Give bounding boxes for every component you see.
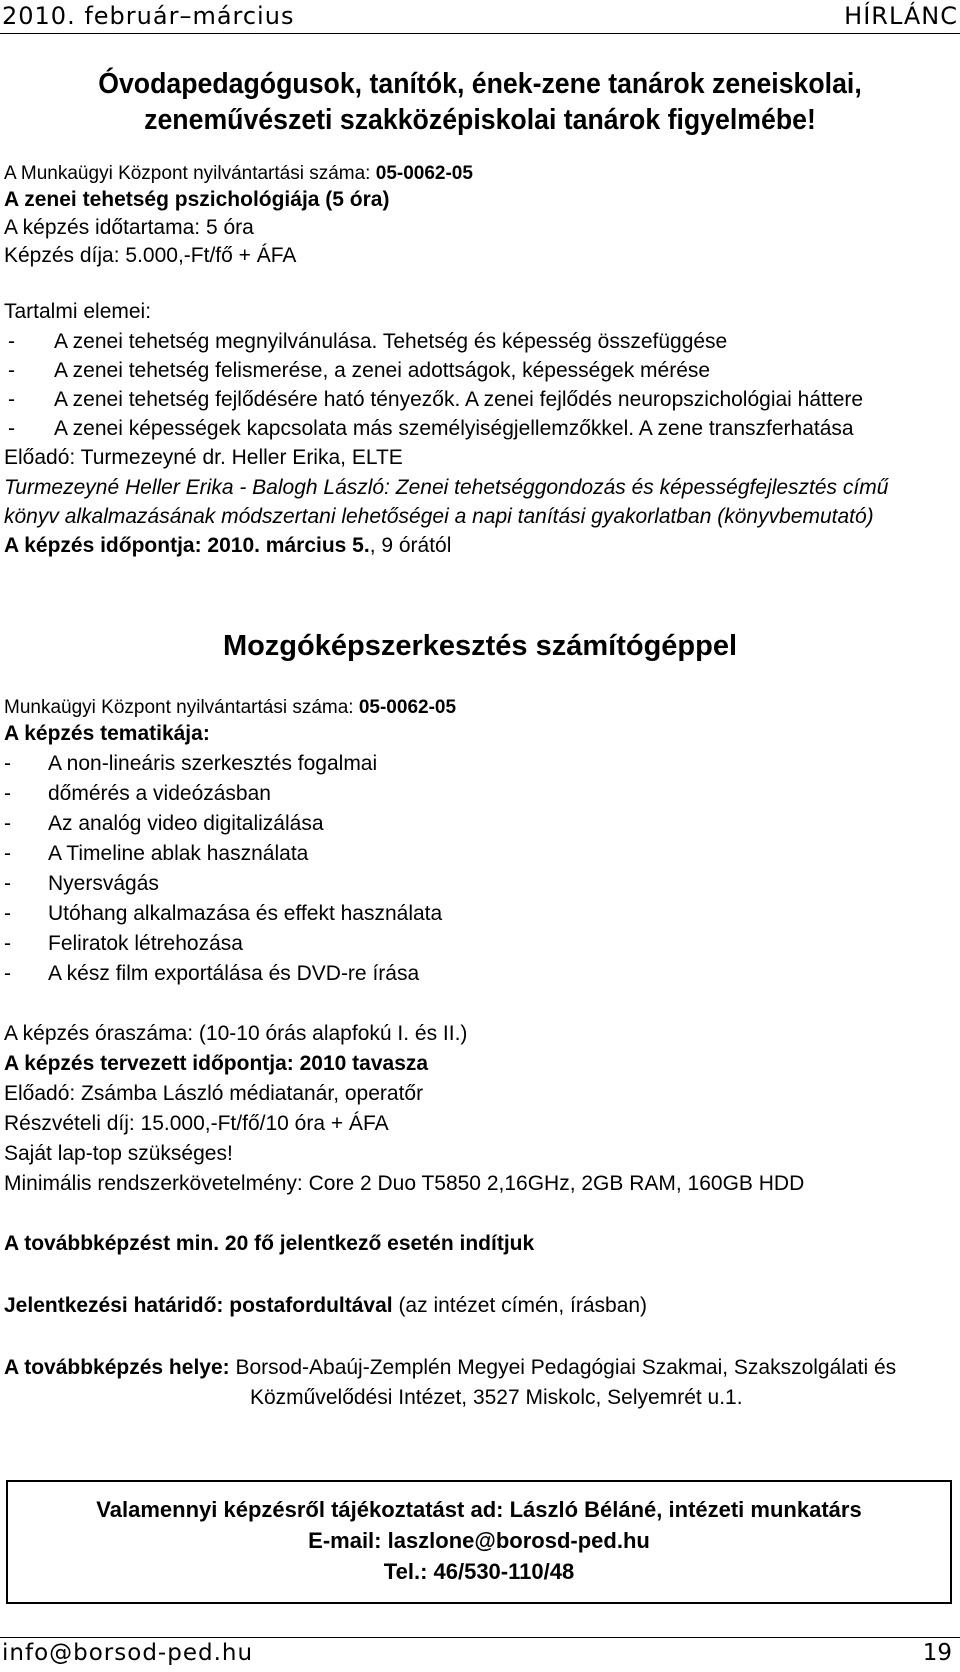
section1-title-line2: zeneművészeti szakközépiskolai tanárok figyelmébe! — [144, 104, 816, 136]
section1-duration: A képzés időtartama: 5 óra — [4, 216, 254, 239]
list-item: - A zenei tehetség megnyilvánulása. Tehetség és képesség összefüggése — [8, 330, 728, 353]
footer-rule — [0, 1637, 960, 1638]
section1-presenter: Előadó: Turmezeyné dr. Heller Erika, ELTE — [4, 446, 403, 469]
section2-presenter: Előadó: Zsámba László médiatanár, operatőr — [4, 1082, 424, 1105]
list-item: - Utóhang alkalmazása és effekt használata — [4, 902, 443, 925]
registration-number: 05-0062-05 — [358, 697, 457, 718]
venue-line2: Közművelődési Intézet, 3527 Miskolc, Selyemrét u.1. — [250, 1386, 743, 1409]
header-date: 2010. február–március — [2, 2, 295, 30]
section2-system-requirements: Minimális rendszerkövetelmény: Core 2 Duo T5850 2,16GHz, 2GB RAM, 160GB HDD — [4, 1172, 805, 1195]
list-item: - A Timeline ablak használata — [4, 842, 309, 865]
venue-line1: A továbbképzés helye: Borsod-Abaúj-Zemplén Megyei Pedagógiai Szakmai, Szakszolgálati és — [4, 1356, 897, 1379]
section1-contents-label: Tartalmi elemei: — [4, 300, 152, 323]
list-item: - Az analóg video digitalizálása — [4, 812, 324, 835]
list-item: - A non-lineáris szerkesztés fogalmai — [4, 752, 378, 775]
list-item: - A kész film exportálása és DVD-re írása — [4, 962, 420, 985]
list-item: - dőmérés a videózásban — [4, 782, 271, 805]
list-item: - Feliratok létrehozása — [4, 932, 243, 955]
section2-planned-date: A képzés tervezett időpontja: 2010 tavasza — [4, 1052, 429, 1075]
contact-person: Valamennyi képzésről tájékoztatást ad: László Béláné, intézeti munkatárs — [96, 1497, 862, 1522]
list-item: - A zenei képességek kapcsolata más személyiségjellemzőkkel. A zene transzferhatása — [8, 417, 854, 440]
header-rule — [0, 33, 960, 34]
contact-box — [6, 1480, 952, 1604]
registration-number: 05-0062-05 — [375, 163, 473, 184]
list-item: - A zenei tehetség felismerése, a zenei adottságok, képességek mérése — [8, 359, 711, 382]
section2-hours: A képzés óraszáma: (10-10 órás alapfokú I. és II.) — [4, 1022, 468, 1045]
page-number: 19 — [922, 1640, 952, 1666]
footer-email: info@borsod-ped.hu — [2, 1640, 254, 1666]
contact-email: E-mail: laszlone@borosd-ped.hu — [308, 1528, 650, 1553]
section1-book-line2: könyv alkalmazásának módszertani lehetőségei a napi tanítási gyakorlatban (könyvbemutató) — [4, 505, 874, 528]
list-item: - A zenei tehetség fejlődésére ható tényezők. A zenei fejlődés neuropszichológiai háttere — [8, 388, 864, 411]
list-item: - Nyersvágás — [4, 872, 159, 895]
section2-registration: Munkaügyi Központ nyilvántartási száma: 05-0062-05 — [4, 697, 457, 718]
section2-thematics-label: A képzés tematikája: — [4, 722, 210, 745]
min-participants: A továbbképzést min. 20 fő jelentkező esetén indítjuk — [4, 1232, 535, 1255]
section2-laptop-note: Saját lap-top szükséges! — [4, 1142, 233, 1165]
section1-title-line1: Óvodapedagógusok, tanítók, ének-zene tanárok zeneiskolai, — [98, 68, 862, 100]
page-header — [0, 0, 960, 36]
header-publication: HÍRLÁNC — [844, 2, 958, 30]
section1-registration: A Munkaügyi Központ nyilvántartási száma: 05-0062-05 — [4, 163, 473, 184]
section1-date: A képzés időpontja: 2010. március 5., 9 órától — [4, 534, 452, 557]
section1-title — [38, 66, 921, 138]
application-deadline: Jelentkezési határidő: postafordultával (az intézet címén, írásban) — [4, 1294, 648, 1317]
section1-fee: Képzés díja: 5.000,-Ft/fő + ÁFA — [4, 244, 297, 267]
section1-book-line1: Turmezeyné Heller Erika - Balogh László: Zenei tehetséggondozás és képességfejlesztés című — [4, 476, 889, 499]
section2-title: Mozgóképszerkesztés számítógéppel — [222, 630, 738, 662]
contact-phone: Tel.: 46/530-110/48 — [383, 1559, 575, 1584]
section2-fee: Részvételi díj: 15.000,-Ft/fő/10 óra + ÁFA — [4, 1112, 389, 1135]
section1-course-title: A zenei tehetség pszichológiája (5 óra) — [4, 188, 390, 211]
